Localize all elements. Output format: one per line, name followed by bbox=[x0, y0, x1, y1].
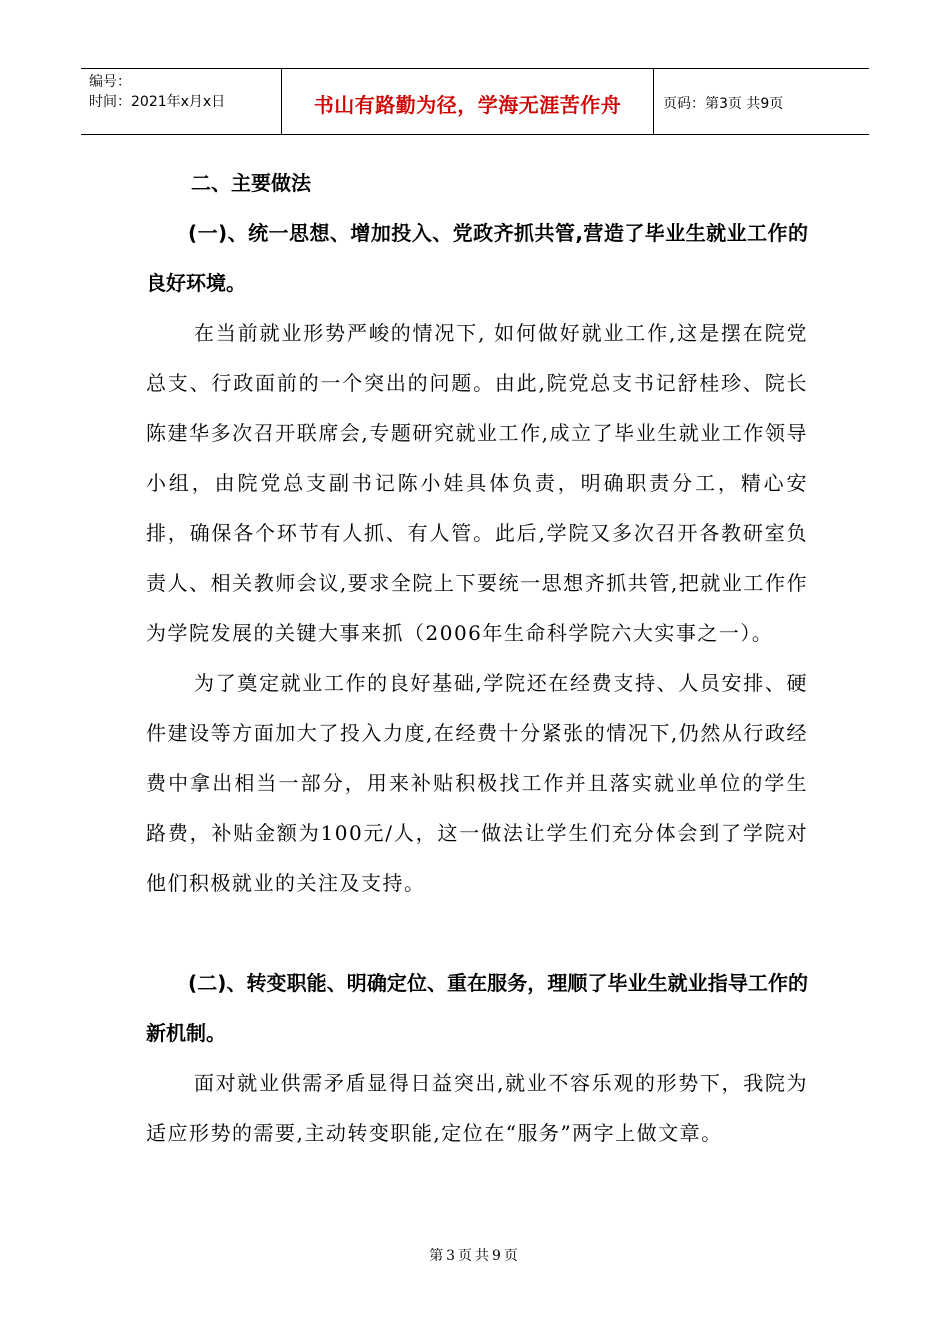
header-page-cell bbox=[654, 69, 869, 134]
header-page-info: 页码：第3页 共9页 bbox=[663, 95, 784, 112]
page-footer: 第3页共9页 bbox=[429, 1248, 521, 1264]
header-motto: 书山有路勤为径，学海无涯苦作舟 bbox=[313, 93, 622, 117]
paragraph-2: 为了奠定就业工作的良好基础,学院还在经费支持、人员安排、硬件建设等方面加大了投入力度,在经费十分紧张的情况下,仍然从行政经费中拿出相当一部分，用来补贴积极找工作并且落实就业单位的学生路费，补贴金额为100元/人，这一做法让学生们充分体会到了学院对他们积极就业的关注及支持。 bbox=[146, 671, 808, 895]
paragraph-spacer bbox=[146, 908, 808, 958]
header-meta-cell bbox=[81, 69, 282, 134]
paragraph-3: 面对就业供需矛盾显得日益突出,就业不容乐观的形势下，我院为适应形势的需要,主动转变职能,定位在“服务”两字上做文章。 bbox=[146, 1071, 808, 1145]
subsection-title-2: (二)、转变职能、明确定位、重在服务，理顺了毕业生就业指导工作的新机制。 bbox=[146, 971, 808, 1045]
section-title: 二、主要做法 bbox=[191, 171, 311, 195]
document-body bbox=[146, 158, 808, 1158]
document-date-label: 时间：2021年x月x日 bbox=[89, 94, 226, 110]
document-number-label: 编号： bbox=[89, 74, 131, 90]
header-motto-cell bbox=[282, 69, 654, 134]
header-table bbox=[81, 68, 869, 135]
subsection-title-1: (一)、统一思想、增加投入、党政齐抓共管,营造了毕业生就业工作的良好环境。 bbox=[146, 221, 808, 295]
paragraph-1: 在当前就业形势严峻的情况下, 如何做好就业工作,这是摆在院党总支、行政面前的一个突出的问题。由此,院党总支书记舒桂珍、院长陈建华多次召开联席会,专题研究就业工作,成立了毕业生就业工作领导小组，由院党总支副书记陈小娃具体负责，明确职责分工，精心安排，确保各个环节有人抓、有人管。此后,学院又多次召开各教研室负责人、相关教师会议,要求全院上下要统一思想齐抓共管,把就业工作作为学院发展的关键大事来抓（2006年生命科学院六大实事之一）。 bbox=[146, 321, 808, 645]
